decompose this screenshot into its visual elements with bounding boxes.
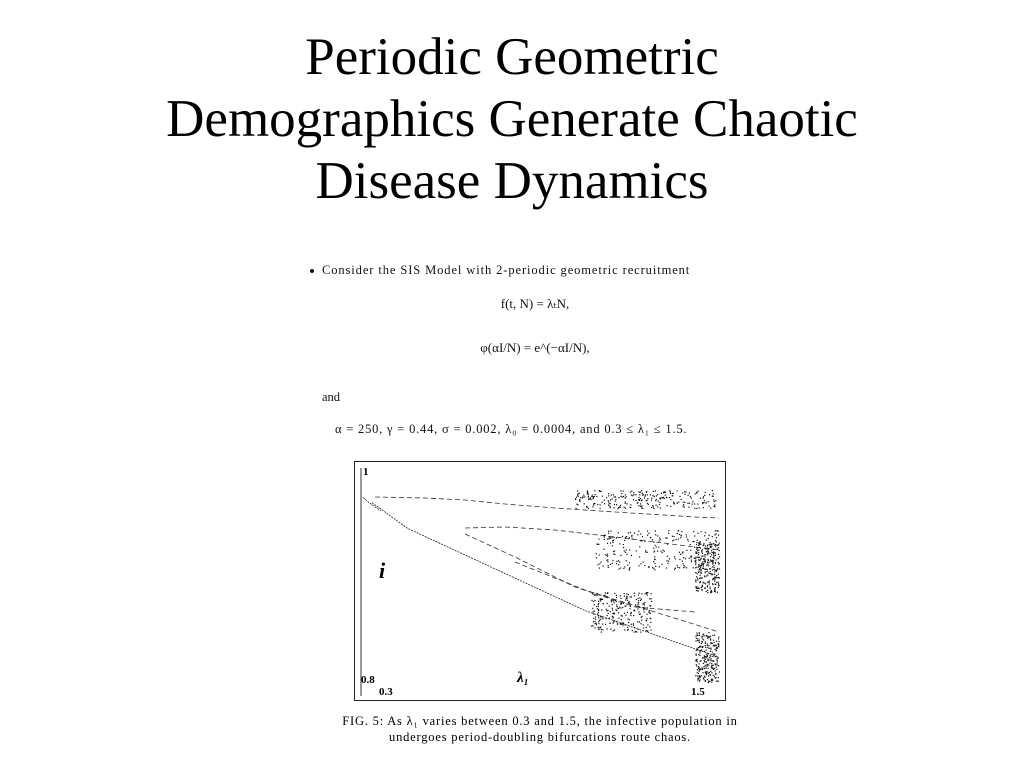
bullet-dot xyxy=(310,269,314,273)
series-branch-main xyxy=(372,503,719,657)
equation-recruitment: f(t, N) = λₜN, xyxy=(500,296,570,311)
chaos-band-lower-left xyxy=(591,592,652,633)
upper-mid-branch xyxy=(465,527,719,550)
series-branch-top xyxy=(363,497,381,510)
plot-svg xyxy=(355,462,727,702)
bullet-line xyxy=(310,263,690,278)
x-axis-label: λ₁ xyxy=(517,670,529,686)
x-min-label: 0.3 xyxy=(379,686,393,698)
bifurcation-plot xyxy=(354,461,726,701)
figure-caption: FIG. 5: As λ₁ varies between 0.3 and 1.5, the infective population in undergoes period-doubling bifurcations route chaos. xyxy=(342,714,738,744)
mid-branch xyxy=(465,534,695,612)
y-min-label: 0.8 xyxy=(361,674,375,686)
chaos-band-right-2 xyxy=(695,632,720,683)
y-axis-label: i xyxy=(379,558,386,583)
chaos-band-top xyxy=(575,490,716,509)
and-text: and xyxy=(322,390,341,404)
chaos-band-upper xyxy=(596,530,720,571)
bullet-text: Consider the SIS Model with 2-periodic geometric recruitment xyxy=(322,263,691,277)
title-line-1: Periodic Geometric xyxy=(305,28,719,86)
upper-branch xyxy=(375,497,719,518)
x-max-label: 1.5 xyxy=(691,686,705,698)
parameter-values: α = 250, γ = 0.44, σ = 0.002, λ₀ = 0.0004, and 0.3 ≤ λ₁ ≤ 1.5. xyxy=(335,422,688,436)
slide-title xyxy=(0,26,1024,212)
equation-phi: φ(αI/N) = e^(−αI/N), xyxy=(480,340,590,355)
title-line-3: Disease Dynamics xyxy=(315,152,709,210)
title-line-2: Demographics Generate Chaotic xyxy=(166,90,858,148)
y-max-label: 1 xyxy=(363,466,369,478)
